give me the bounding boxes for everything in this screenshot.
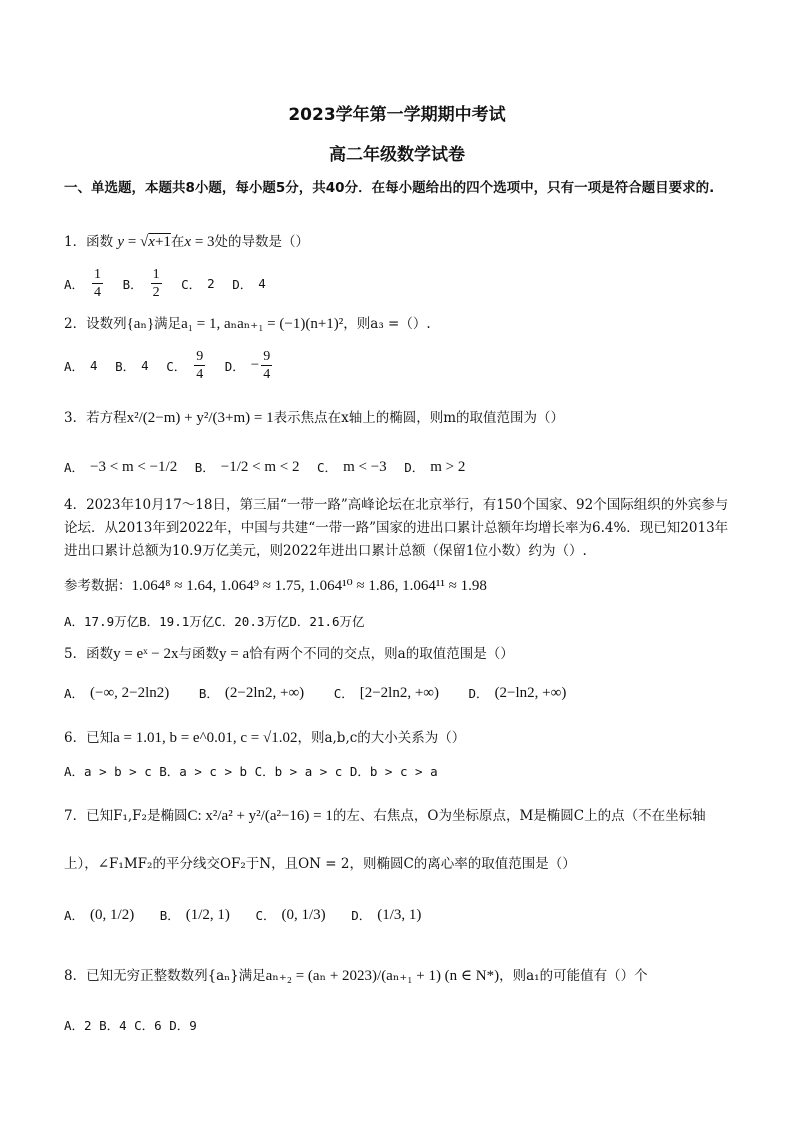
q2-option-b: B． 4 <box>115 358 149 374</box>
q1-number: 1． <box>64 234 87 250</box>
q3-equation: x²/(2−m) + y²/(3+m) = 1 <box>126 410 274 426</box>
q2-options <box>64 348 284 383</box>
question-7-line-2: 上），∠F₁MF₂的平分线交OF₂于N，且ON = 2，则椭圆C的离心率的取值范围是（） <box>64 856 576 872</box>
q5-function-2: y = a <box>219 646 250 662</box>
q2-option-d: D． − $\frac{9}{4}$ <box>224 349 271 382</box>
q1-post: 处的导数是（） <box>214 234 310 250</box>
q5-option-a: A． (−∞, 2−2ln2) <box>64 684 170 701</box>
question-5: 5．函数y = eˣ − 2x与函数y = a恰有两个不同的交点，则a的取值范围是（） <box>64 646 514 662</box>
section-heading: 一、单选题，本题共8小题，每小题5分，共40分．在每小题给出的四个选项中，只有一项是符合题目要求的. <box>64 180 715 196</box>
q2-sequence: {aₙ} <box>126 316 155 332</box>
q1-option-c: C． 2 <box>181 276 215 292</box>
q1-expression: y = √x+1 <box>117 234 171 250</box>
q5-options <box>64 684 576 702</box>
q4-options: A．17.9万亿B．19.1万亿C．20.3万亿D．21.6万亿 <box>64 614 365 629</box>
q5-option-b: B． (2−2ln2, +∞) <box>198 684 305 701</box>
q7-options <box>64 906 431 924</box>
q1-option-b: B． $\frac{1}{2}$ <box>122 267 160 300</box>
q1-options <box>64 266 276 301</box>
q1-mid: 在 <box>170 234 185 250</box>
q5-function-1: y = eˣ − 2x <box>113 646 179 662</box>
q7-ellipse-equation: C: x²/a² + y²/(a²−16) = 1 <box>187 808 333 824</box>
q1-option-a: A． $\frac{1}{4}$ <box>64 267 102 300</box>
q6-options: A．a > b > c B．a > c > b C．b > a > c D．b > c > a <box>64 764 438 779</box>
q7-option-d: D． (1/3, 1) <box>351 906 422 923</box>
question-3: 3．若方程x²/(2−m) + y²/(3+m) = 1表示焦点在x轴上的椭圆，则m的取值范围为（） <box>64 410 564 426</box>
q3-option-a: A． −3 < m < −1/2 <box>64 458 178 475</box>
question-7: 7．已知F₁,F₂是椭圆C: x²/a² + y²/(a²−16) = 1的左、右焦点，O为坐标原点，M是椭圆C上的点（不在坐标轴 <box>64 808 706 824</box>
q3-options <box>64 458 475 476</box>
q2-option-a: A． 4 <box>64 358 98 374</box>
q8-recurrence: aₙ₊₂ = (aₙ + 2023)/(aₙ₊₁ + 1) (n ∈ N*) <box>265 968 500 984</box>
q3-option-b: B． −1/2 < m < 2 <box>194 458 300 475</box>
q1-pre: 函数 <box>86 234 114 250</box>
q5-option-d: D． (2−ln2, +∞) <box>468 684 567 701</box>
q2-condition: a₁ = 1, aₙaₙ₊₁ = (−1)(n+1)² <box>181 316 344 332</box>
q6-condition: a = 1.01, b = e^0.01, c = √1.02 <box>113 730 298 746</box>
q7-option-b: B． (1/2, 1) <box>159 906 230 923</box>
q4-reference: 参考数据：1.064⁸ ≈ 1.64, 1.064⁹ ≈ 1.75, 1.064¹⁰ ≈ 1.86, 1.064¹¹ ≈ 1.98 <box>64 578 487 594</box>
question-6: 6．已知a = 1.01, b = e^0.01, c = √1.02，则a,b,c的大小关系为（） <box>64 730 466 746</box>
q1-condition: x = 3 <box>184 234 215 250</box>
q2-option-c: C． $\frac{9}{4}$ <box>166 349 204 382</box>
q8-options: A．2 B．4 C．6 D．9 <box>64 1018 197 1033</box>
question-4: 4．2023年10月17～18日，第三届“一带一路”高峰论坛在北京举行，有150个国家、92个国际组织的外宾参与论坛．从2013年到2022年，中国与共建“一带一路”国家的进出口累计总额年均增长率为6.4%．现已知2013年进出口累计总额为10.9万亿美元，则2022年进出口累计总额（保留1位小数）约为（）. <box>64 497 729 559</box>
q1-option-d: D． 4 <box>232 276 266 292</box>
exam-subtitle: 高二年级数学试卷 <box>329 145 465 165</box>
question-1 <box>64 232 734 252</box>
q7-option-c: C． (0, 1/3) <box>255 906 326 923</box>
q5-option-c: C． [2−2ln2, +∞) <box>333 684 439 701</box>
question-2: 2．设数列{aₙ}满足a₁ = 1, aₙaₙ₊₁ = (−1)(n+1)²，则a₃ =（）. <box>64 316 431 332</box>
exam-title: 2023学年第一学期期中考试 <box>288 105 506 125</box>
q3-option-d: D． m > 2 <box>404 458 466 475</box>
q3-option-c: C． m < −3 <box>317 458 387 475</box>
q7-option-a: A． (0, 1/2) <box>64 906 135 923</box>
question-8: 8．已知无穷正整数数列{aₙ}满足aₙ₊₂ = (aₙ + 2023)/(aₙ₊₁ + 1) (n ∈ N*)，则a₁的可能值有（）个 <box>64 968 648 984</box>
